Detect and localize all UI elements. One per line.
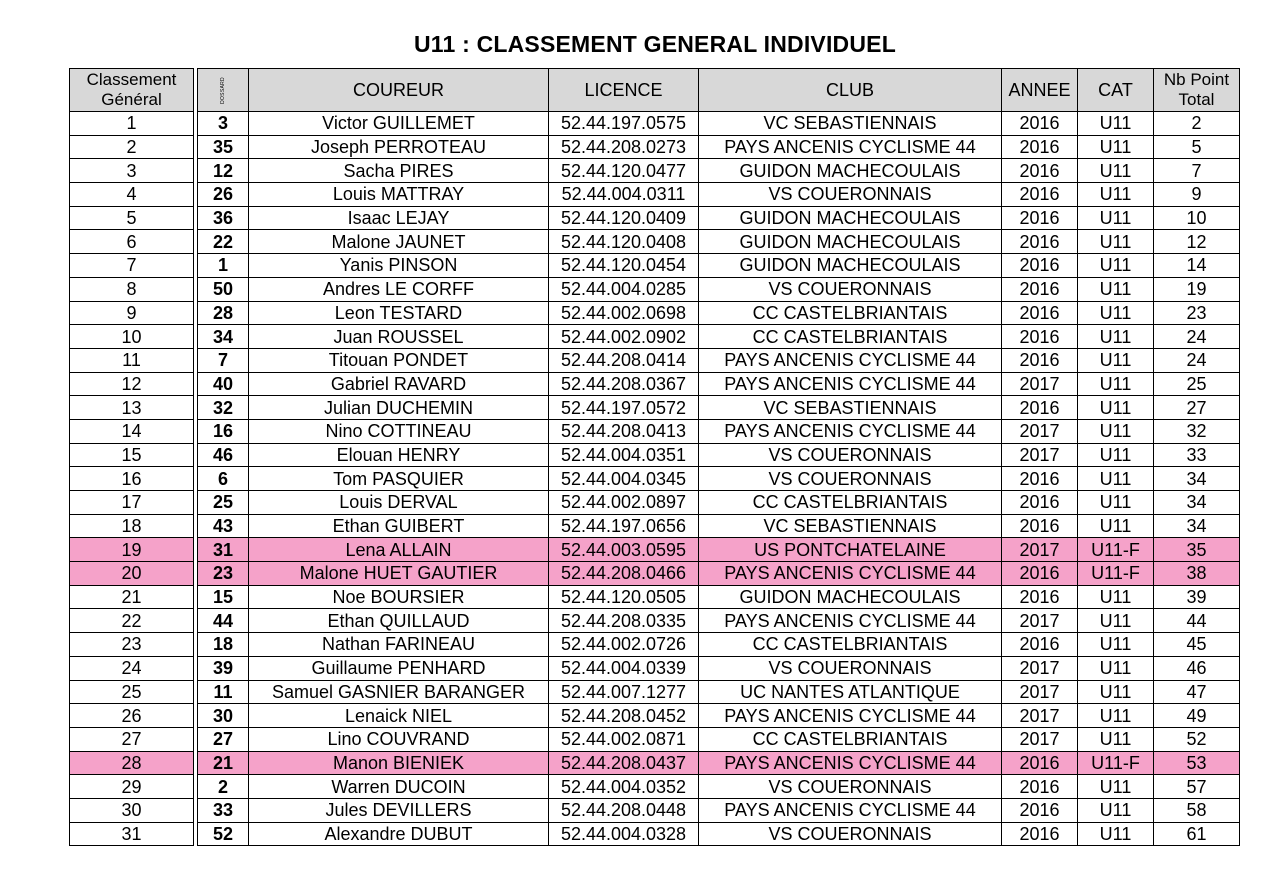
year-cell: 2016 [1002, 396, 1078, 420]
rider-cell: Joseph PERROTEAU [249, 135, 549, 159]
rank-cell: 9 [70, 301, 194, 325]
rank-cell: 11 [70, 348, 194, 372]
points-cell: 33 [1154, 443, 1240, 467]
header-cat: CAT [1078, 69, 1154, 112]
year-cell: 2016 [1002, 633, 1078, 657]
year-cell: 2016 [1002, 514, 1078, 538]
points-cell: 24 [1154, 325, 1240, 349]
bib-cell: 36 [198, 206, 249, 230]
bib-cell: 15 [198, 585, 249, 609]
table-row [70, 372, 1240, 396]
header-licence: LICENCE [549, 69, 699, 112]
rank-cell: 22 [70, 609, 194, 633]
cat-cell: U11 [1078, 491, 1154, 515]
club-cell: GUIDON MACHECOULAIS [699, 254, 1002, 278]
bib-cell: 40 [198, 372, 249, 396]
points-cell: 27 [1154, 396, 1240, 420]
cat-cell: U11 [1078, 609, 1154, 633]
year-cell: 2017 [1002, 419, 1078, 443]
header-dossard-label: DOSSARD [219, 76, 226, 104]
points-cell: 49 [1154, 704, 1240, 728]
bib-cell: 2 [198, 775, 249, 799]
rider-cell: Julian DUCHEMIN [249, 396, 549, 420]
club-cell: PAYS ANCENIS CYCLISME 44 [699, 704, 1002, 728]
points-cell: 57 [1154, 775, 1240, 799]
cat-cell: U11 [1078, 585, 1154, 609]
bib-cell: 1 [198, 254, 249, 278]
rank-cell: 31 [70, 822, 194, 846]
club-cell: PAYS ANCENIS CYCLISME 44 [699, 348, 1002, 372]
year-cell: 2016 [1002, 798, 1078, 822]
rider-cell: Lenaick NIEL [249, 704, 549, 728]
licence-cell: 52.44.002.0698 [549, 301, 699, 325]
cat-cell: U11 [1078, 798, 1154, 822]
rank-cell: 7 [70, 254, 194, 278]
table-row [70, 609, 1240, 633]
cat-cell: U11 [1078, 633, 1154, 657]
year-cell: 2016 [1002, 467, 1078, 491]
table-row [70, 419, 1240, 443]
points-cell: 2 [1154, 112, 1240, 136]
club-cell: CC CASTELBRIANTAIS [699, 325, 1002, 349]
bib-cell: 6 [198, 467, 249, 491]
table-row [70, 538, 1240, 562]
rider-cell: Manon BIENIEK [249, 751, 549, 775]
licence-cell: 52.44.004.0345 [549, 467, 699, 491]
club-cell: VS COUERONNAIS [699, 467, 1002, 491]
header-rank-line2: Général [101, 90, 162, 109]
licence-cell: 52.44.208.0466 [549, 562, 699, 586]
points-cell: 24 [1154, 348, 1240, 372]
bib-cell: 50 [198, 277, 249, 301]
year-cell: 2017 [1002, 538, 1078, 562]
table-row [70, 704, 1240, 728]
licence-cell: 52.44.003.0595 [549, 538, 699, 562]
cat-cell: U11 [1078, 254, 1154, 278]
rank-cell: 2 [70, 135, 194, 159]
table-row [70, 396, 1240, 420]
licence-cell: 52.44.120.0408 [549, 230, 699, 254]
bib-cell: 7 [198, 348, 249, 372]
points-cell: 34 [1154, 491, 1240, 515]
year-cell: 2016 [1002, 348, 1078, 372]
club-cell: CC CASTELBRIANTAIS [699, 633, 1002, 657]
cat-cell: U11 [1078, 467, 1154, 491]
cat-cell: U11-F [1078, 538, 1154, 562]
bib-cell: 33 [198, 798, 249, 822]
year-cell: 2016 [1002, 230, 1078, 254]
table-row [70, 467, 1240, 491]
year-cell: 2016 [1002, 325, 1078, 349]
cat-cell: U11 [1078, 277, 1154, 301]
bib-cell: 52 [198, 822, 249, 846]
licence-cell: 52.44.004.0339 [549, 656, 699, 680]
results-table [69, 68, 1240, 846]
table-row [70, 562, 1240, 586]
rank-cell: 6 [70, 230, 194, 254]
cat-cell: U11 [1078, 325, 1154, 349]
page-title: U11 : CLASSEMENT GENERAL INDIVIDUEL [414, 31, 896, 57]
year-cell: 2017 [1002, 609, 1078, 633]
licence-cell: 52.44.004.0351 [549, 443, 699, 467]
rank-cell: 21 [70, 585, 194, 609]
points-cell: 10 [1154, 206, 1240, 230]
rider-cell: Juan ROUSSEL [249, 325, 549, 349]
rider-cell: Tom PASQUIER [249, 467, 549, 491]
points-cell: 58 [1154, 798, 1240, 822]
bib-cell: 23 [198, 562, 249, 586]
year-cell: 2016 [1002, 277, 1078, 301]
licence-cell: 52.44.208.0448 [549, 798, 699, 822]
year-cell: 2016 [1002, 159, 1078, 183]
rider-cell: Isaac LEJAY [249, 206, 549, 230]
licence-cell: 52.44.002.0726 [549, 633, 699, 657]
cat-cell: U11 [1078, 301, 1154, 325]
rider-cell: Ethan GUIBERT [249, 514, 549, 538]
points-cell: 45 [1154, 633, 1240, 657]
licence-cell: 52.44.208.0413 [549, 419, 699, 443]
rank-cell: 16 [70, 467, 194, 491]
cat-cell: U11 [1078, 443, 1154, 467]
cat-cell: U11 [1078, 183, 1154, 207]
header-rank [70, 69, 194, 112]
club-cell: CC CASTELBRIANTAIS [699, 301, 1002, 325]
cat-cell: U11 [1078, 372, 1154, 396]
rank-cell: 4 [70, 183, 194, 207]
rider-cell: Elouan HENRY [249, 443, 549, 467]
licence-cell: 52.44.007.1277 [549, 680, 699, 704]
table-row [70, 325, 1240, 349]
licence-cell: 52.44.208.0414 [549, 348, 699, 372]
licence-cell: 52.44.120.0477 [549, 159, 699, 183]
points-cell: 46 [1154, 656, 1240, 680]
header-year: ANNEE [1002, 69, 1078, 112]
bib-cell: 11 [198, 680, 249, 704]
points-cell: 35 [1154, 538, 1240, 562]
cat-cell: U11 [1078, 230, 1154, 254]
year-cell: 2016 [1002, 822, 1078, 846]
rank-cell: 23 [70, 633, 194, 657]
table-row [70, 751, 1240, 775]
table-row [70, 112, 1240, 136]
rider-cell: Malone HUET GAUTIER [249, 562, 549, 586]
rank-cell: 27 [70, 727, 194, 751]
licence-cell: 52.44.208.0335 [549, 609, 699, 633]
table-row [70, 585, 1240, 609]
bib-cell: 28 [198, 301, 249, 325]
club-cell: GUIDON MACHECOULAIS [699, 230, 1002, 254]
rank-cell: 3 [70, 159, 194, 183]
year-cell: 2016 [1002, 301, 1078, 325]
bib-cell: 31 [198, 538, 249, 562]
rank-cell: 25 [70, 680, 194, 704]
header-points-line1: Nb Point [1163, 70, 1230, 89]
points-cell: 52 [1154, 727, 1240, 751]
club-cell: PAYS ANCENIS CYCLISME 44 [699, 135, 1002, 159]
rank-cell: 24 [70, 656, 194, 680]
points-cell: 14 [1154, 254, 1240, 278]
cat-cell: U11 [1078, 680, 1154, 704]
points-cell: 32 [1154, 419, 1240, 443]
year-cell: 2016 [1002, 775, 1078, 799]
licence-cell: 52.44.002.0902 [549, 325, 699, 349]
rider-cell: Jules DEVILLERS [249, 798, 549, 822]
header-points-line2: Total [1178, 90, 1215, 109]
bib-cell: 43 [198, 514, 249, 538]
rank-cell: 30 [70, 798, 194, 822]
licence-cell: 52.44.208.0273 [549, 135, 699, 159]
club-cell: PAYS ANCENIS CYCLISME 44 [699, 609, 1002, 633]
rider-cell: Malone JAUNET [249, 230, 549, 254]
rider-cell: Alexandre DUBUT [249, 822, 549, 846]
cat-cell: U11-F [1078, 751, 1154, 775]
cat-cell: U11 [1078, 775, 1154, 799]
rider-cell: Samuel GASNIER BARANGER [249, 680, 549, 704]
licence-cell: 52.44.197.0575 [549, 112, 699, 136]
club-cell: PAYS ANCENIS CYCLISME 44 [699, 798, 1002, 822]
table-row [70, 633, 1240, 657]
header-points [1154, 69, 1240, 112]
licence-cell: 52.44.120.0454 [549, 254, 699, 278]
rank-cell: 15 [70, 443, 194, 467]
cat-cell: U11 [1078, 419, 1154, 443]
rider-cell: Noe BOURSIER [249, 585, 549, 609]
club-cell: PAYS ANCENIS CYCLISME 44 [699, 562, 1002, 586]
rank-cell: 14 [70, 419, 194, 443]
bib-cell: 34 [198, 325, 249, 349]
cat-cell: U11 [1078, 135, 1154, 159]
header-dossard [198, 69, 249, 112]
bib-cell: 21 [198, 751, 249, 775]
rider-cell: Gabriel RAVARD [249, 372, 549, 396]
table-row [70, 301, 1240, 325]
points-cell: 19 [1154, 277, 1240, 301]
table-row [70, 491, 1240, 515]
licence-cell: 52.44.197.0656 [549, 514, 699, 538]
points-cell: 39 [1154, 585, 1240, 609]
rider-cell: Victor GUILLEMET [249, 112, 549, 136]
year-cell: 2017 [1002, 372, 1078, 396]
table-row [70, 798, 1240, 822]
bib-cell: 26 [198, 183, 249, 207]
rider-cell: Warren DUCOIN [249, 775, 549, 799]
points-cell: 34 [1154, 514, 1240, 538]
club-cell: VS COUERONNAIS [699, 443, 1002, 467]
bib-cell: 35 [198, 135, 249, 159]
table-row [70, 159, 1240, 183]
header-rank-line1: Classement [86, 70, 177, 89]
rank-cell: 12 [70, 372, 194, 396]
club-cell: VS COUERONNAIS [699, 775, 1002, 799]
club-cell: GUIDON MACHECOULAIS [699, 159, 1002, 183]
licence-cell: 52.44.208.0367 [549, 372, 699, 396]
club-cell: PAYS ANCENIS CYCLISME 44 [699, 419, 1002, 443]
club-cell: VC SEBASTIENNAIS [699, 112, 1002, 136]
year-cell: 2017 [1002, 443, 1078, 467]
rider-cell: Nathan FARINEAU [249, 633, 549, 657]
table-row [70, 348, 1240, 372]
club-cell: VS COUERONNAIS [699, 183, 1002, 207]
rank-cell: 19 [70, 538, 194, 562]
points-cell: 23 [1154, 301, 1240, 325]
points-cell: 12 [1154, 230, 1240, 254]
bib-cell: 16 [198, 419, 249, 443]
club-cell: GUIDON MACHECOULAIS [699, 206, 1002, 230]
table-row [70, 514, 1240, 538]
rank-cell: 8 [70, 277, 194, 301]
club-cell: PAYS ANCENIS CYCLISME 44 [699, 751, 1002, 775]
bib-cell: 46 [198, 443, 249, 467]
rider-cell: Andres LE CORFF [249, 277, 549, 301]
table-row [70, 443, 1240, 467]
year-cell: 2016 [1002, 585, 1078, 609]
points-cell: 7 [1154, 159, 1240, 183]
bib-cell: 32 [198, 396, 249, 420]
rank-cell: 29 [70, 775, 194, 799]
club-cell: PAYS ANCENIS CYCLISME 44 [699, 372, 1002, 396]
year-cell: 2016 [1002, 562, 1078, 586]
rank-cell: 17 [70, 491, 194, 515]
rank-cell: 20 [70, 562, 194, 586]
rider-cell: Lino COUVRAND [249, 727, 549, 751]
cat-cell: U11 [1078, 727, 1154, 751]
year-cell: 2016 [1002, 112, 1078, 136]
cat-cell: U11 [1078, 514, 1154, 538]
licence-cell: 52.44.120.0409 [549, 206, 699, 230]
club-cell: VC SEBASTIENNAIS [699, 514, 1002, 538]
rider-cell: Titouan PONDET [249, 348, 549, 372]
rank-cell: 10 [70, 325, 194, 349]
cat-cell: U11 [1078, 348, 1154, 372]
year-cell: 2016 [1002, 206, 1078, 230]
cat-cell: U11 [1078, 159, 1154, 183]
table-row [70, 822, 1240, 846]
licence-cell: 52.44.004.0285 [549, 277, 699, 301]
rider-cell: Nino COTTINEAU [249, 419, 549, 443]
year-cell: 2017 [1002, 704, 1078, 728]
points-cell: 44 [1154, 609, 1240, 633]
cat-cell: U11 [1078, 822, 1154, 846]
bib-cell: 22 [198, 230, 249, 254]
licence-cell: 52.44.197.0572 [549, 396, 699, 420]
year-cell: 2017 [1002, 656, 1078, 680]
table-row [70, 254, 1240, 278]
table-row [70, 135, 1240, 159]
cat-cell: U11 [1078, 396, 1154, 420]
points-cell: 5 [1154, 135, 1240, 159]
table-row [70, 727, 1240, 751]
rank-cell: 26 [70, 704, 194, 728]
year-cell: 2017 [1002, 680, 1078, 704]
year-cell: 2016 [1002, 254, 1078, 278]
rider-cell: Leon TESTARD [249, 301, 549, 325]
licence-cell: 52.44.004.0311 [549, 183, 699, 207]
header-club: CLUB [699, 69, 1002, 112]
rank-cell: 28 [70, 751, 194, 775]
cat-cell: U11 [1078, 206, 1154, 230]
table-row [70, 206, 1240, 230]
club-cell: CC CASTELBRIANTAIS [699, 727, 1002, 751]
bib-cell: 30 [198, 704, 249, 728]
table-row [70, 680, 1240, 704]
table-row [70, 775, 1240, 799]
table-row [70, 230, 1240, 254]
year-cell: 2016 [1002, 751, 1078, 775]
rank-cell: 5 [70, 206, 194, 230]
points-cell: 9 [1154, 183, 1240, 207]
club-cell: VS COUERONNAIS [699, 822, 1002, 846]
licence-cell: 52.44.004.0328 [549, 822, 699, 846]
club-cell: VS COUERONNAIS [699, 656, 1002, 680]
licence-cell: 52.44.002.0871 [549, 727, 699, 751]
bib-cell: 39 [198, 656, 249, 680]
points-cell: 34 [1154, 467, 1240, 491]
licence-cell: 52.44.120.0505 [549, 585, 699, 609]
bib-cell: 27 [198, 727, 249, 751]
club-cell: GUIDON MACHECOULAIS [699, 585, 1002, 609]
licence-cell: 52.44.208.0452 [549, 704, 699, 728]
year-cell: 2016 [1002, 135, 1078, 159]
points-cell: 61 [1154, 822, 1240, 846]
bib-cell: 18 [198, 633, 249, 657]
club-cell: CC CASTELBRIANTAIS [699, 491, 1002, 515]
club-cell: US PONTCHATELAINE [699, 538, 1002, 562]
rider-cell: Louis DERVAL [249, 491, 549, 515]
rider-cell: Louis MATTRAY [249, 183, 549, 207]
rider-cell: Guillaume PENHARD [249, 656, 549, 680]
club-cell: UC NANTES ATLANTIQUE [699, 680, 1002, 704]
licence-cell: 52.44.002.0897 [549, 491, 699, 515]
bib-cell: 25 [198, 491, 249, 515]
rider-cell: Sacha PIRES [249, 159, 549, 183]
header-row [70, 69, 1240, 112]
licence-cell: 52.44.208.0437 [549, 751, 699, 775]
rider-cell: Ethan QUILLAUD [249, 609, 549, 633]
bib-cell: 3 [198, 112, 249, 136]
points-cell: 38 [1154, 562, 1240, 586]
rank-cell: 1 [70, 112, 194, 136]
year-cell: 2016 [1002, 183, 1078, 207]
rank-cell: 18 [70, 514, 194, 538]
bib-cell: 12 [198, 159, 249, 183]
club-cell: VS COUERONNAIS [699, 277, 1002, 301]
year-cell: 2016 [1002, 491, 1078, 515]
cat-cell: U11 [1078, 704, 1154, 728]
rider-cell: Yanis PINSON [249, 254, 549, 278]
table-row [70, 277, 1240, 301]
year-cell: 2017 [1002, 727, 1078, 751]
points-cell: 25 [1154, 372, 1240, 396]
table-row [70, 656, 1240, 680]
points-cell: 47 [1154, 680, 1240, 704]
licence-cell: 52.44.004.0352 [549, 775, 699, 799]
rank-cell: 13 [70, 396, 194, 420]
bib-cell: 44 [198, 609, 249, 633]
cat-cell: U11 [1078, 656, 1154, 680]
table-row [70, 183, 1240, 207]
club-cell: VC SEBASTIENNAIS [699, 396, 1002, 420]
header-rider: COUREUR [249, 69, 549, 112]
rider-cell: Lena ALLAIN [249, 538, 549, 562]
cat-cell: U11-F [1078, 562, 1154, 586]
cat-cell: U11 [1078, 112, 1154, 136]
points-cell: 53 [1154, 751, 1240, 775]
